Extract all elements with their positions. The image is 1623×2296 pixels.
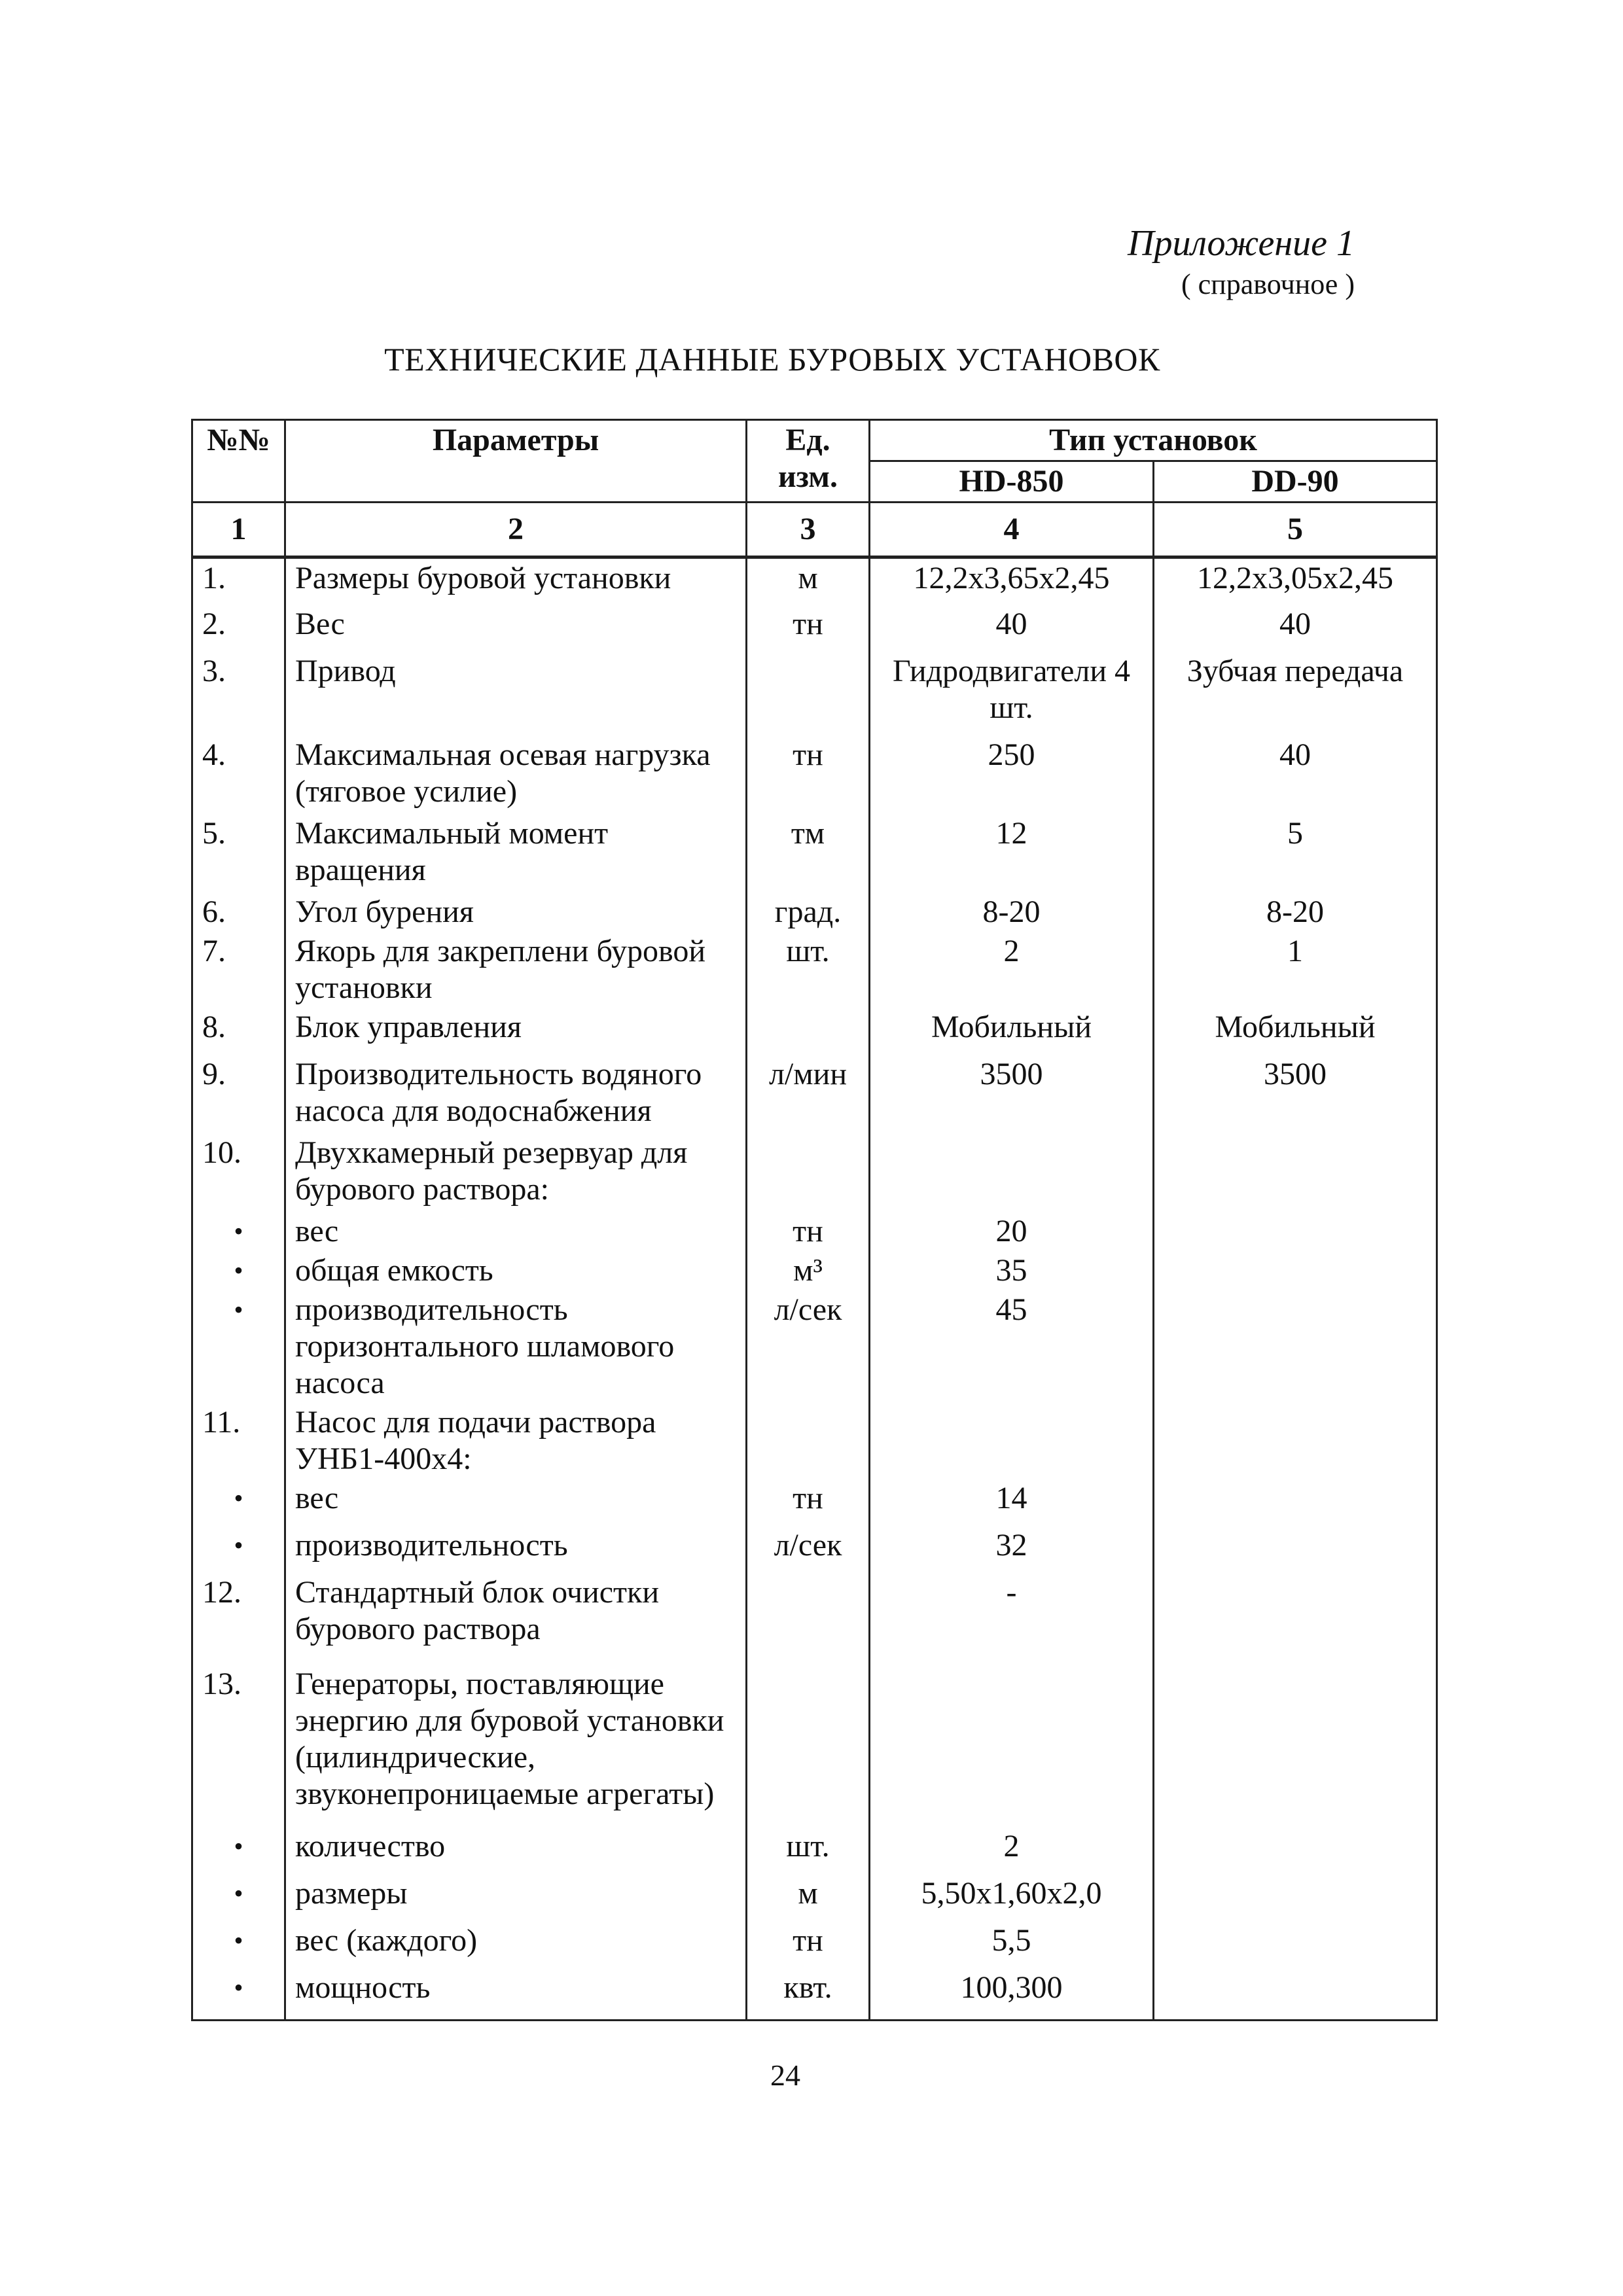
row-number: 3. bbox=[192, 652, 285, 735]
row-value-dd90 bbox=[1154, 1212, 1437, 1251]
row-value-hd850 bbox=[870, 1403, 1154, 1479]
row-value-hd850: 8-20 bbox=[870, 892, 1154, 932]
row-value-hd850: 250 bbox=[870, 735, 1154, 814]
row-value-hd850 bbox=[870, 1665, 1154, 1827]
row-parameter: количество bbox=[285, 1827, 747, 1874]
row-value-hd850: 45 bbox=[870, 1290, 1154, 1403]
row-value-dd90 bbox=[1154, 1526, 1437, 1573]
row-value-hd850: 32 bbox=[870, 1526, 1154, 1573]
table-row bbox=[192, 814, 1437, 892]
row-unit: м³ bbox=[747, 1251, 870, 1290]
header-dd90: DD-90 bbox=[1154, 461, 1437, 503]
row-number: 11. bbox=[192, 1403, 285, 1479]
row-value-dd90: 1 bbox=[1154, 932, 1437, 1008]
table-row bbox=[192, 1290, 1437, 1403]
row-parameter: Угол бурения bbox=[285, 892, 747, 932]
table-row bbox=[192, 1008, 1437, 1055]
row-number: • bbox=[192, 1251, 285, 1290]
row-number: 8. bbox=[192, 1008, 285, 1055]
row-parameter: размеры bbox=[285, 1874, 747, 1921]
row-number: 6. bbox=[192, 892, 285, 932]
table-row bbox=[192, 1526, 1437, 1573]
row-value-dd90 bbox=[1154, 1290, 1437, 1403]
appendix-subtitle: ( справочное ) bbox=[1181, 268, 1355, 300]
header-unit-line2: изм. bbox=[778, 459, 838, 494]
document-title: ТЕХНИЧЕСКИЕ ДАННЫЕ БУРОВЫХ УСТАНОВОК bbox=[384, 341, 1160, 378]
row-unit bbox=[747, 1133, 870, 1212]
table-row bbox=[192, 557, 1437, 605]
row-value-dd90 bbox=[1154, 1479, 1437, 1526]
row-number: 4. bbox=[192, 735, 285, 814]
row-unit: тм bbox=[747, 814, 870, 892]
row-unit: квт. bbox=[747, 1968, 870, 2021]
table-row bbox=[192, 1251, 1437, 1290]
row-value-hd850: 14 bbox=[870, 1479, 1154, 1526]
row-unit: тн bbox=[747, 1921, 870, 1968]
table-row bbox=[192, 1968, 1437, 2021]
row-value-dd90: 12,2х3,05х2,45 bbox=[1154, 557, 1437, 605]
row-unit: л/мин bbox=[747, 1055, 870, 1133]
table-row bbox=[192, 1055, 1437, 1133]
row-parameter: Блок управления bbox=[285, 1008, 747, 1055]
row-unit bbox=[747, 1573, 870, 1665]
row-value-hd850: 12 bbox=[870, 814, 1154, 892]
row-value-dd90 bbox=[1154, 1573, 1437, 1665]
table-row bbox=[192, 932, 1437, 1008]
row-value-dd90: Мобильный bbox=[1154, 1008, 1437, 1055]
column-number-2: 2 bbox=[285, 503, 747, 557]
row-number: • bbox=[192, 1968, 285, 2021]
row-unit: тн bbox=[747, 735, 870, 814]
row-unit bbox=[747, 1008, 870, 1055]
row-number: 9. bbox=[192, 1055, 285, 1133]
row-unit: л/сек bbox=[747, 1526, 870, 1573]
row-value-dd90 bbox=[1154, 1874, 1437, 1921]
row-value-dd90 bbox=[1154, 1251, 1437, 1290]
row-number: 10. bbox=[192, 1133, 285, 1212]
row-unit bbox=[747, 652, 870, 735]
row-parameter: вес (каждого) bbox=[285, 1921, 747, 1968]
column-number-4: 4 bbox=[870, 503, 1154, 557]
row-number: 5. bbox=[192, 814, 285, 892]
row-parameter: Привод bbox=[285, 652, 747, 735]
row-value-dd90 bbox=[1154, 1403, 1437, 1479]
row-parameter: общая емкость bbox=[285, 1251, 747, 1290]
row-value-dd90 bbox=[1154, 1133, 1437, 1212]
row-number: 7. bbox=[192, 932, 285, 1008]
row-value-hd850: 2 bbox=[870, 932, 1154, 1008]
row-parameter: Генераторы, поставляющие энергию для буровой установки (цилиндрические, звуконепроницаемые агрегаты) bbox=[285, 1665, 747, 1827]
row-value-hd850: - bbox=[870, 1573, 1154, 1665]
row-value-hd850: 35 bbox=[870, 1251, 1154, 1290]
row-parameter: производительность горизонтального шламового насоса bbox=[285, 1290, 747, 1403]
table-row bbox=[192, 1827, 1437, 1874]
row-value-hd850: 20 bbox=[870, 1212, 1154, 1251]
table-row bbox=[192, 1665, 1437, 1827]
row-number: 2. bbox=[192, 605, 285, 652]
row-parameter: Насос для подачи раствора УНБ1-400х4: bbox=[285, 1403, 747, 1479]
row-parameter: вес bbox=[285, 1479, 747, 1526]
specs-table-body bbox=[192, 557, 1437, 2021]
row-parameter: Стандартный блок очистки бурового раствора bbox=[285, 1573, 747, 1665]
row-parameter: Производительность водяного насоса для водоснабжения bbox=[285, 1055, 747, 1133]
row-number: 13. bbox=[192, 1665, 285, 1827]
row-unit bbox=[747, 1403, 870, 1479]
row-value-hd850: 12,2х3,65х2,45 bbox=[870, 557, 1154, 605]
table-row bbox=[192, 652, 1437, 735]
row-value-hd850: 2 bbox=[870, 1827, 1154, 1874]
table-row bbox=[192, 1573, 1437, 1665]
row-number: • bbox=[192, 1526, 285, 1573]
row-value-dd90: 8-20 bbox=[1154, 892, 1437, 932]
table-row bbox=[192, 1212, 1437, 1251]
row-value-dd90 bbox=[1154, 1827, 1437, 1874]
row-value-hd850: 40 bbox=[870, 605, 1154, 652]
table-row bbox=[192, 1479, 1437, 1526]
row-unit: м bbox=[747, 1874, 870, 1921]
row-unit: л/сек bbox=[747, 1290, 870, 1403]
row-parameter: Размеры буровой установки bbox=[285, 557, 747, 605]
row-value-hd850 bbox=[870, 1133, 1154, 1212]
row-unit bbox=[747, 1665, 870, 1827]
row-number: • bbox=[192, 1827, 285, 1874]
row-number: • bbox=[192, 1921, 285, 1968]
row-value-dd90: Зубчая передача bbox=[1154, 652, 1437, 735]
row-number: • bbox=[192, 1212, 285, 1251]
row-value-hd850: 5,50х1,60х2,0 bbox=[870, 1874, 1154, 1921]
page-number: 24 bbox=[770, 2058, 800, 2092]
row-unit: тн bbox=[747, 605, 870, 652]
row-number: 1. bbox=[192, 557, 285, 605]
row-value-dd90: 40 bbox=[1154, 735, 1437, 814]
row-number: • bbox=[192, 1874, 285, 1921]
table-row bbox=[192, 735, 1437, 814]
row-value-dd90: 3500 bbox=[1154, 1055, 1437, 1133]
row-value-dd90 bbox=[1154, 1968, 1437, 2021]
row-number: • bbox=[192, 1479, 285, 1526]
table-row bbox=[192, 1874, 1437, 1921]
row-parameter: Двухкамерный резервуар для бурового раствора: bbox=[285, 1133, 747, 1212]
row-value-hd850: Мобильный bbox=[870, 1008, 1154, 1055]
table-row bbox=[192, 1133, 1437, 1212]
specs-table bbox=[191, 419, 1438, 2021]
column-number-3: 3 bbox=[747, 503, 870, 557]
row-parameter: Вес bbox=[285, 605, 747, 652]
row-parameter: Максимальный момент вращения bbox=[285, 814, 747, 892]
header-unit bbox=[747, 420, 870, 503]
row-number: • bbox=[192, 1290, 285, 1403]
row-value-dd90 bbox=[1154, 1665, 1437, 1827]
row-value-hd850: 3500 bbox=[870, 1055, 1154, 1133]
appendix-header bbox=[1128, 222, 1355, 304]
row-unit: град. bbox=[747, 892, 870, 932]
table-row bbox=[192, 605, 1437, 652]
row-unit: тн bbox=[747, 1212, 870, 1251]
table-row bbox=[192, 1403, 1437, 1479]
row-parameter: вес bbox=[285, 1212, 747, 1251]
appendix-title: Приложение 1 bbox=[1128, 223, 1355, 264]
row-parameter: производительность bbox=[285, 1526, 747, 1573]
row-value-dd90 bbox=[1154, 1921, 1437, 1968]
row-unit: м bbox=[747, 557, 870, 605]
row-value-dd90: 5 bbox=[1154, 814, 1437, 892]
row-parameter: Максимальная осевая нагрузка (тяговое усилие) bbox=[285, 735, 747, 814]
table-row bbox=[192, 1921, 1437, 1968]
row-value-hd850: 5,5 bbox=[870, 1921, 1154, 1968]
header-parameters: Параметры bbox=[285, 420, 747, 503]
header-number: №№ bbox=[192, 420, 285, 503]
row-parameter: Якорь для закреплени буровой установки bbox=[285, 932, 747, 1008]
row-value-hd850: Гидродвигатели 4 шт. bbox=[870, 652, 1154, 735]
row-value-hd850: 100,300 bbox=[870, 1968, 1154, 2021]
row-unit: шт. bbox=[747, 932, 870, 1008]
row-unit: шт. bbox=[747, 1827, 870, 1874]
header-unit-line1: Ед. bbox=[785, 423, 830, 457]
header-hd850: HD-850 bbox=[870, 461, 1154, 503]
row-parameter: мощность bbox=[285, 1968, 747, 2021]
column-number-5: 5 bbox=[1154, 503, 1437, 557]
column-number-1: 1 bbox=[192, 503, 285, 557]
row-number: 12. bbox=[192, 1573, 285, 1665]
header-type-group: Тип установок bbox=[870, 420, 1437, 461]
table-row bbox=[192, 892, 1437, 932]
row-value-dd90: 40 bbox=[1154, 605, 1437, 652]
row-unit: тн bbox=[747, 1479, 870, 1526]
